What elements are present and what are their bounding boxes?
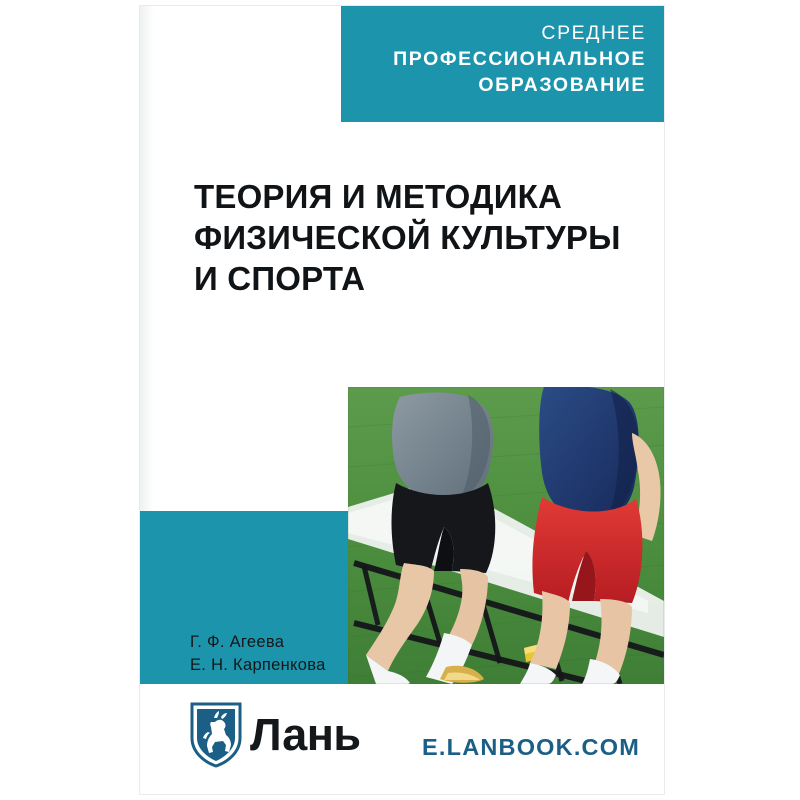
authors-list — [190, 631, 326, 677]
publisher-logo — [188, 698, 361, 776]
series-line-2: ПРОФЕССИОНАЛЬНОЕ — [393, 48, 646, 70]
athletes-agility-ladder-photo — [348, 387, 664, 684]
series-line-3: ОБРАЗОВАНИЕ — [478, 74, 646, 96]
title-line-3: И СПОРТА — [194, 260, 366, 297]
series-banner — [341, 6, 664, 122]
cover-footer — [140, 684, 664, 794]
deer-shield-icon — [188, 702, 244, 773]
title-line-1: ТЕОРИЯ И МЕТОДИКА — [194, 178, 563, 215]
title-line-2: ФИЗИЧЕСКОЙ КУЛЬТУРЫ — [194, 219, 621, 256]
publisher-website: E.LANBOOK.COM — [422, 734, 640, 760]
author-2: Е. Н. Карпенкова — [190, 656, 326, 674]
author-1: Г. Ф. Агеева — [190, 633, 285, 651]
series-line-1: СРЕДНЕЕ — [541, 22, 646, 44]
book-title — [194, 176, 624, 299]
book-cover — [140, 6, 664, 794]
publisher-name: Лань — [250, 709, 361, 760]
